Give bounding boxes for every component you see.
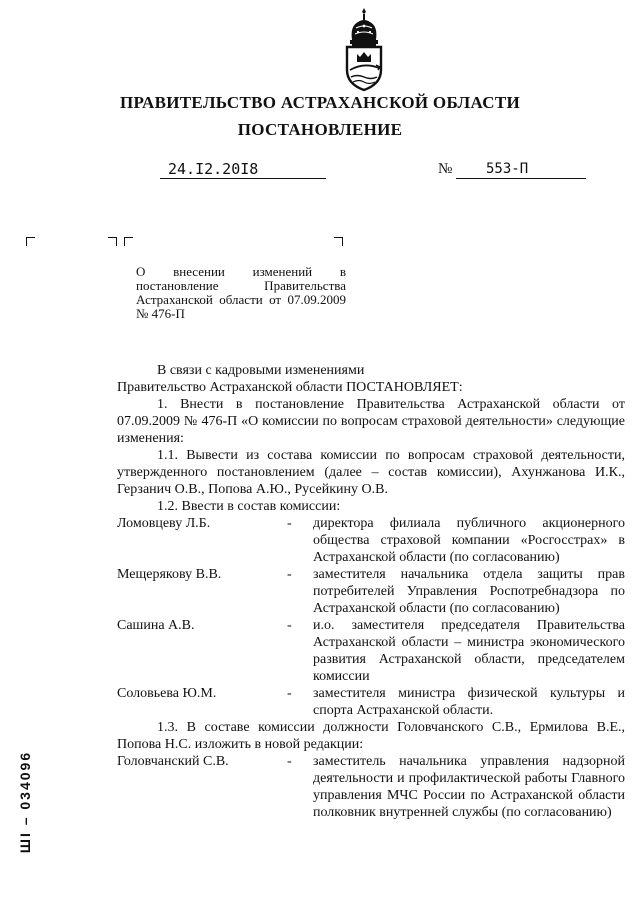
- member-name: Соловьева Ю.М.: [117, 686, 217, 701]
- document-type: ПОСТАНОВЛЕНИЕ: [237, 120, 403, 139]
- member-name: Ломовцеву Л.Б.: [117, 516, 211, 531]
- astrakhan-coat-of-arms-icon: [338, 6, 390, 92]
- member-row: [117, 515, 625, 566]
- clause-1-3: 1.3. В составе комиссии должности Головчанского С.В., Ермилова В.Е., Попова Н.С. изложить в новой редакции:: [117, 720, 625, 752]
- member-dash: -: [287, 754, 292, 769]
- side-stamp: [10, 742, 40, 862]
- member-position: заместителя министра физической культуры и спорта Астраханской области.: [313, 686, 625, 718]
- member-dash: -: [287, 516, 292, 531]
- member-row: [117, 566, 625, 617]
- document-number: 553-П: [456, 160, 586, 179]
- side-stamp-text: ШI – 034096: [17, 750, 33, 854]
- member-row: [117, 617, 625, 685]
- organization-title: ПРАВИТЕЛЬСТВО АСТРАХАНСКОЙ ОБЛАСТИ: [120, 93, 520, 112]
- member-position: и.о. заместителя председателя Правительства Астраханской области – министра экономического развития Астраханской области, председателем комиссии: [313, 618, 625, 684]
- member-name: Мещерякову В.В.: [117, 567, 222, 582]
- document-body: [117, 362, 625, 821]
- member-row: [117, 753, 625, 821]
- corner-mark-right: [334, 237, 343, 246]
- member-position: заместителя начальника отдела защиты прав потребителей Управления Роспотребнадзора по Астраханской области (по согласованию): [313, 567, 625, 616]
- corner-mark-left: [108, 237, 117, 246]
- clause-1-1: 1.1. Вывести из состава комиссии по вопросам страховой деятельности, утвержденного постановлением (далее – состав комиссии), Ахунжанова И.К., Герзанич О.В., Попова А.Ю., Русейкину О.В.: [117, 448, 625, 497]
- coat-of-arms: [338, 6, 390, 92]
- corner-mark-top-left: [26, 237, 35, 246]
- resolution-clause: Правительство Астраханской области ПОСТАНОВЛЯЕТ:: [117, 380, 463, 395]
- member-name: Сашина А.В.: [117, 618, 195, 633]
- number-label: №: [438, 161, 453, 177]
- document-date: 24.I2.20I8: [160, 160, 326, 179]
- document-subject: О внесении изменений в постановление Правительства Астраханской области от 07.09.2009 № 476-П: [136, 264, 346, 321]
- member-position: заместитель начальника управления надзорной деятельности и профилактической работы Главного управления МЧС России по Астраханской области полковник внутренней службы (по согласованию): [313, 754, 625, 820]
- intro-reason: В связи с кадровыми изменениями: [157, 363, 365, 378]
- member-row: [117, 685, 625, 719]
- member-position: директора филиала публичного акционерного общества страховой компании «Росгосстрах» в Астраханской области (по согласованию): [313, 516, 625, 565]
- member-dash: -: [287, 686, 292, 701]
- member-dash: -: [287, 618, 292, 633]
- member-name: Головчанский С.В.: [117, 754, 229, 769]
- member-dash: -: [287, 567, 292, 582]
- corner-mark-center: [124, 237, 133, 246]
- clause-1-2: 1.2. Ввести в состав комиссии:: [157, 499, 341, 514]
- clause-1: 1. Внести в постановление Правительства Астраханской области от 07.09.2009 № 476-П «О комиссии по вопросам страховой деятельности» следующие изменения:: [117, 397, 625, 446]
